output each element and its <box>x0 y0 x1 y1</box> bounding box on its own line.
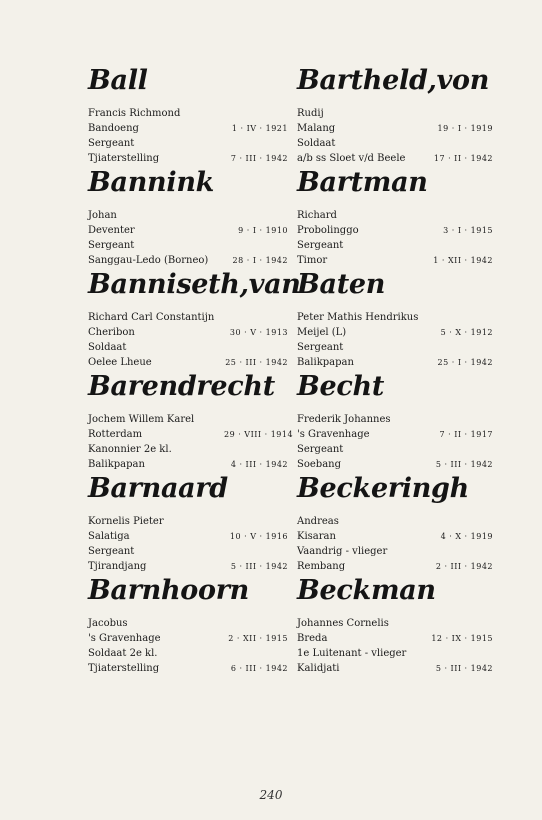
entry-barnhoorn <box>88 576 288 678</box>
birth-place: Cheribon <box>88 327 135 338</box>
birth-place: Meijel (L) <box>297 327 347 338</box>
surname: Beckeringh <box>297 473 469 504</box>
death-place: Sanggau-Ledo (Borneo) <box>88 255 209 266</box>
birth-row <box>88 223 288 238</box>
death-date: 25 · I · 1942 <box>437 358 493 367</box>
given-names: Francis Richmond <box>88 108 181 119</box>
death-date: 28 · I · 1942 <box>232 256 288 265</box>
birth-place: Kisaran <box>297 531 336 542</box>
birth-date: 30 · V · 1913 <box>229 328 288 337</box>
death-row <box>297 355 493 370</box>
birth-place: 's Gravenhage <box>88 633 161 644</box>
entry-bannink <box>88 168 288 270</box>
birth-date: 29 · VIII · 1914 <box>224 430 294 439</box>
given-names: Richard Carl Constantijn <box>88 312 215 323</box>
given-names: Richard <box>297 210 337 221</box>
death-date: 5 · III · 1942 <box>435 460 493 469</box>
death-date: 6 · III · 1942 <box>230 664 288 673</box>
death-place: a/b ss Sloet v/d Beele <box>297 153 406 164</box>
death-date: 25 · III · 1942 <box>225 358 288 367</box>
death-row <box>297 253 493 268</box>
birth-row <box>297 529 493 544</box>
entry-baten <box>297 270 493 372</box>
birth-date: 19 · I · 1919 <box>437 124 493 133</box>
entry-banniseth-van <box>88 269 301 372</box>
rank: Sergeant <box>297 240 344 251</box>
death-place: Kalidjati <box>297 663 340 674</box>
rank: Kanonnier 2e kl. <box>88 444 172 455</box>
rank: Soldaat <box>297 138 336 149</box>
birth-row <box>297 325 493 340</box>
rank: Vaandrig - vlieger <box>297 546 388 557</box>
entry-ball <box>88 66 288 168</box>
death-date: 4 · III · 1942 <box>230 460 288 469</box>
rank: Soldaat 2e kl. <box>88 648 158 659</box>
death-date: 7 · III · 1942 <box>230 154 288 163</box>
birth-date: 3 · I · 1915 <box>443 226 493 235</box>
death-place: Balikpapan <box>297 357 354 368</box>
surname: Banniseth,van <box>88 269 301 300</box>
birth-date: 5 · X · 1912 <box>440 328 493 337</box>
birth-date: 7 · II · 1917 <box>439 430 493 439</box>
rank: Sergeant <box>88 240 135 251</box>
birth-date: 2 · XII · 1915 <box>228 634 288 643</box>
death-row <box>297 457 493 472</box>
birth-place: Probolinggo <box>297 225 359 236</box>
entry-barnaard <box>88 474 288 576</box>
death-place: Balikpapan <box>88 459 145 470</box>
birth-row <box>297 121 493 136</box>
death-row <box>88 559 288 574</box>
given-names: Jacobus <box>88 618 128 629</box>
birth-place: Rotterdam <box>88 429 143 440</box>
death-place: Oelee Lheue <box>88 357 152 368</box>
death-date: 17 · II · 1942 <box>433 154 493 163</box>
death-row <box>88 661 288 676</box>
birth-row <box>297 223 493 238</box>
death-place: Tjiaterstelling <box>88 153 160 164</box>
surname: Bartheld,von <box>297 65 490 96</box>
birth-date: 4 · X · 1919 <box>440 532 493 541</box>
death-row <box>297 661 493 676</box>
death-row <box>88 457 288 472</box>
birth-place: 's Gravenhage <box>297 429 370 440</box>
birth-row <box>88 631 288 646</box>
death-date: 5 · III · 1942 <box>230 562 288 571</box>
death-row <box>297 559 493 574</box>
given-names: Kornelis Pieter <box>88 516 164 527</box>
surname: Barnhoorn <box>88 575 249 606</box>
surname: Ball <box>88 65 148 96</box>
death-place: Timor <box>297 255 328 266</box>
death-date: 1 · XII · 1942 <box>433 256 493 265</box>
surname: Baten <box>297 269 386 300</box>
birth-row <box>297 427 493 442</box>
given-names: Andreas <box>297 516 339 527</box>
birth-row <box>297 631 493 646</box>
rank: 1e Luitenant - vlieger <box>297 648 407 659</box>
death-place: Rembang <box>297 561 346 572</box>
birth-place: Deventer <box>88 225 135 236</box>
death-row <box>88 355 288 370</box>
left-column <box>88 65 301 678</box>
birth-date: 12 · IX · 1915 <box>431 634 493 643</box>
rank: Soldaat <box>88 342 127 353</box>
rank: Sergeant <box>297 342 344 353</box>
given-names: Frederik Johannes <box>297 414 391 425</box>
surname: Barendrecht <box>88 371 275 402</box>
given-names: Jochem Willem Karel <box>88 414 195 425</box>
entry-beckman <box>297 576 493 678</box>
death-date: 5 · III · 1942 <box>435 664 493 673</box>
surname: Becht <box>297 371 385 402</box>
page-number: 240 <box>259 788 283 802</box>
entry-beckeringh <box>297 474 493 576</box>
death-row <box>297 151 493 166</box>
entry-barendrecht <box>88 371 294 474</box>
surname: Barnaard <box>88 473 228 504</box>
birth-row <box>88 325 288 340</box>
rank: Sergeant <box>88 546 135 557</box>
entry-bartman <box>297 168 493 270</box>
birth-place: Bandoeng <box>88 123 139 134</box>
given-names: Johannes Cornelis <box>297 618 389 629</box>
given-names: Johan <box>88 210 117 221</box>
death-place: Tjiaterstelling <box>88 663 160 674</box>
birth-place: Salatiga <box>88 531 130 542</box>
birth-date: 1 · IV · 1921 <box>231 124 288 133</box>
birth-row <box>88 427 294 442</box>
given-names: Peter Mathis Hendrikus <box>297 312 419 323</box>
rank: Sergeant <box>297 444 344 455</box>
entry-becht <box>297 372 493 474</box>
death-place: Tjirandjang <box>88 561 147 572</box>
death-date: 2 · III · 1942 <box>435 562 493 571</box>
birth-date: 9 · I · 1910 <box>238 226 288 235</box>
surname: Beckman <box>297 575 436 606</box>
death-row <box>88 253 288 268</box>
birth-place: Breda <box>297 633 328 644</box>
death-place: Soebang <box>297 459 341 470</box>
surname: Bannink <box>88 167 215 198</box>
birth-place: Malang <box>297 123 336 134</box>
surname: Bartman <box>297 167 428 198</box>
birth-date: 10 · V · 1916 <box>229 532 288 541</box>
right-column <box>297 66 493 678</box>
death-row <box>88 151 288 166</box>
entry-bartheld-von <box>297 66 493 168</box>
rank: Sergeant <box>88 138 135 149</box>
birth-row <box>88 529 288 544</box>
given-names: Rudij <box>297 108 324 119</box>
birth-row <box>88 121 288 136</box>
